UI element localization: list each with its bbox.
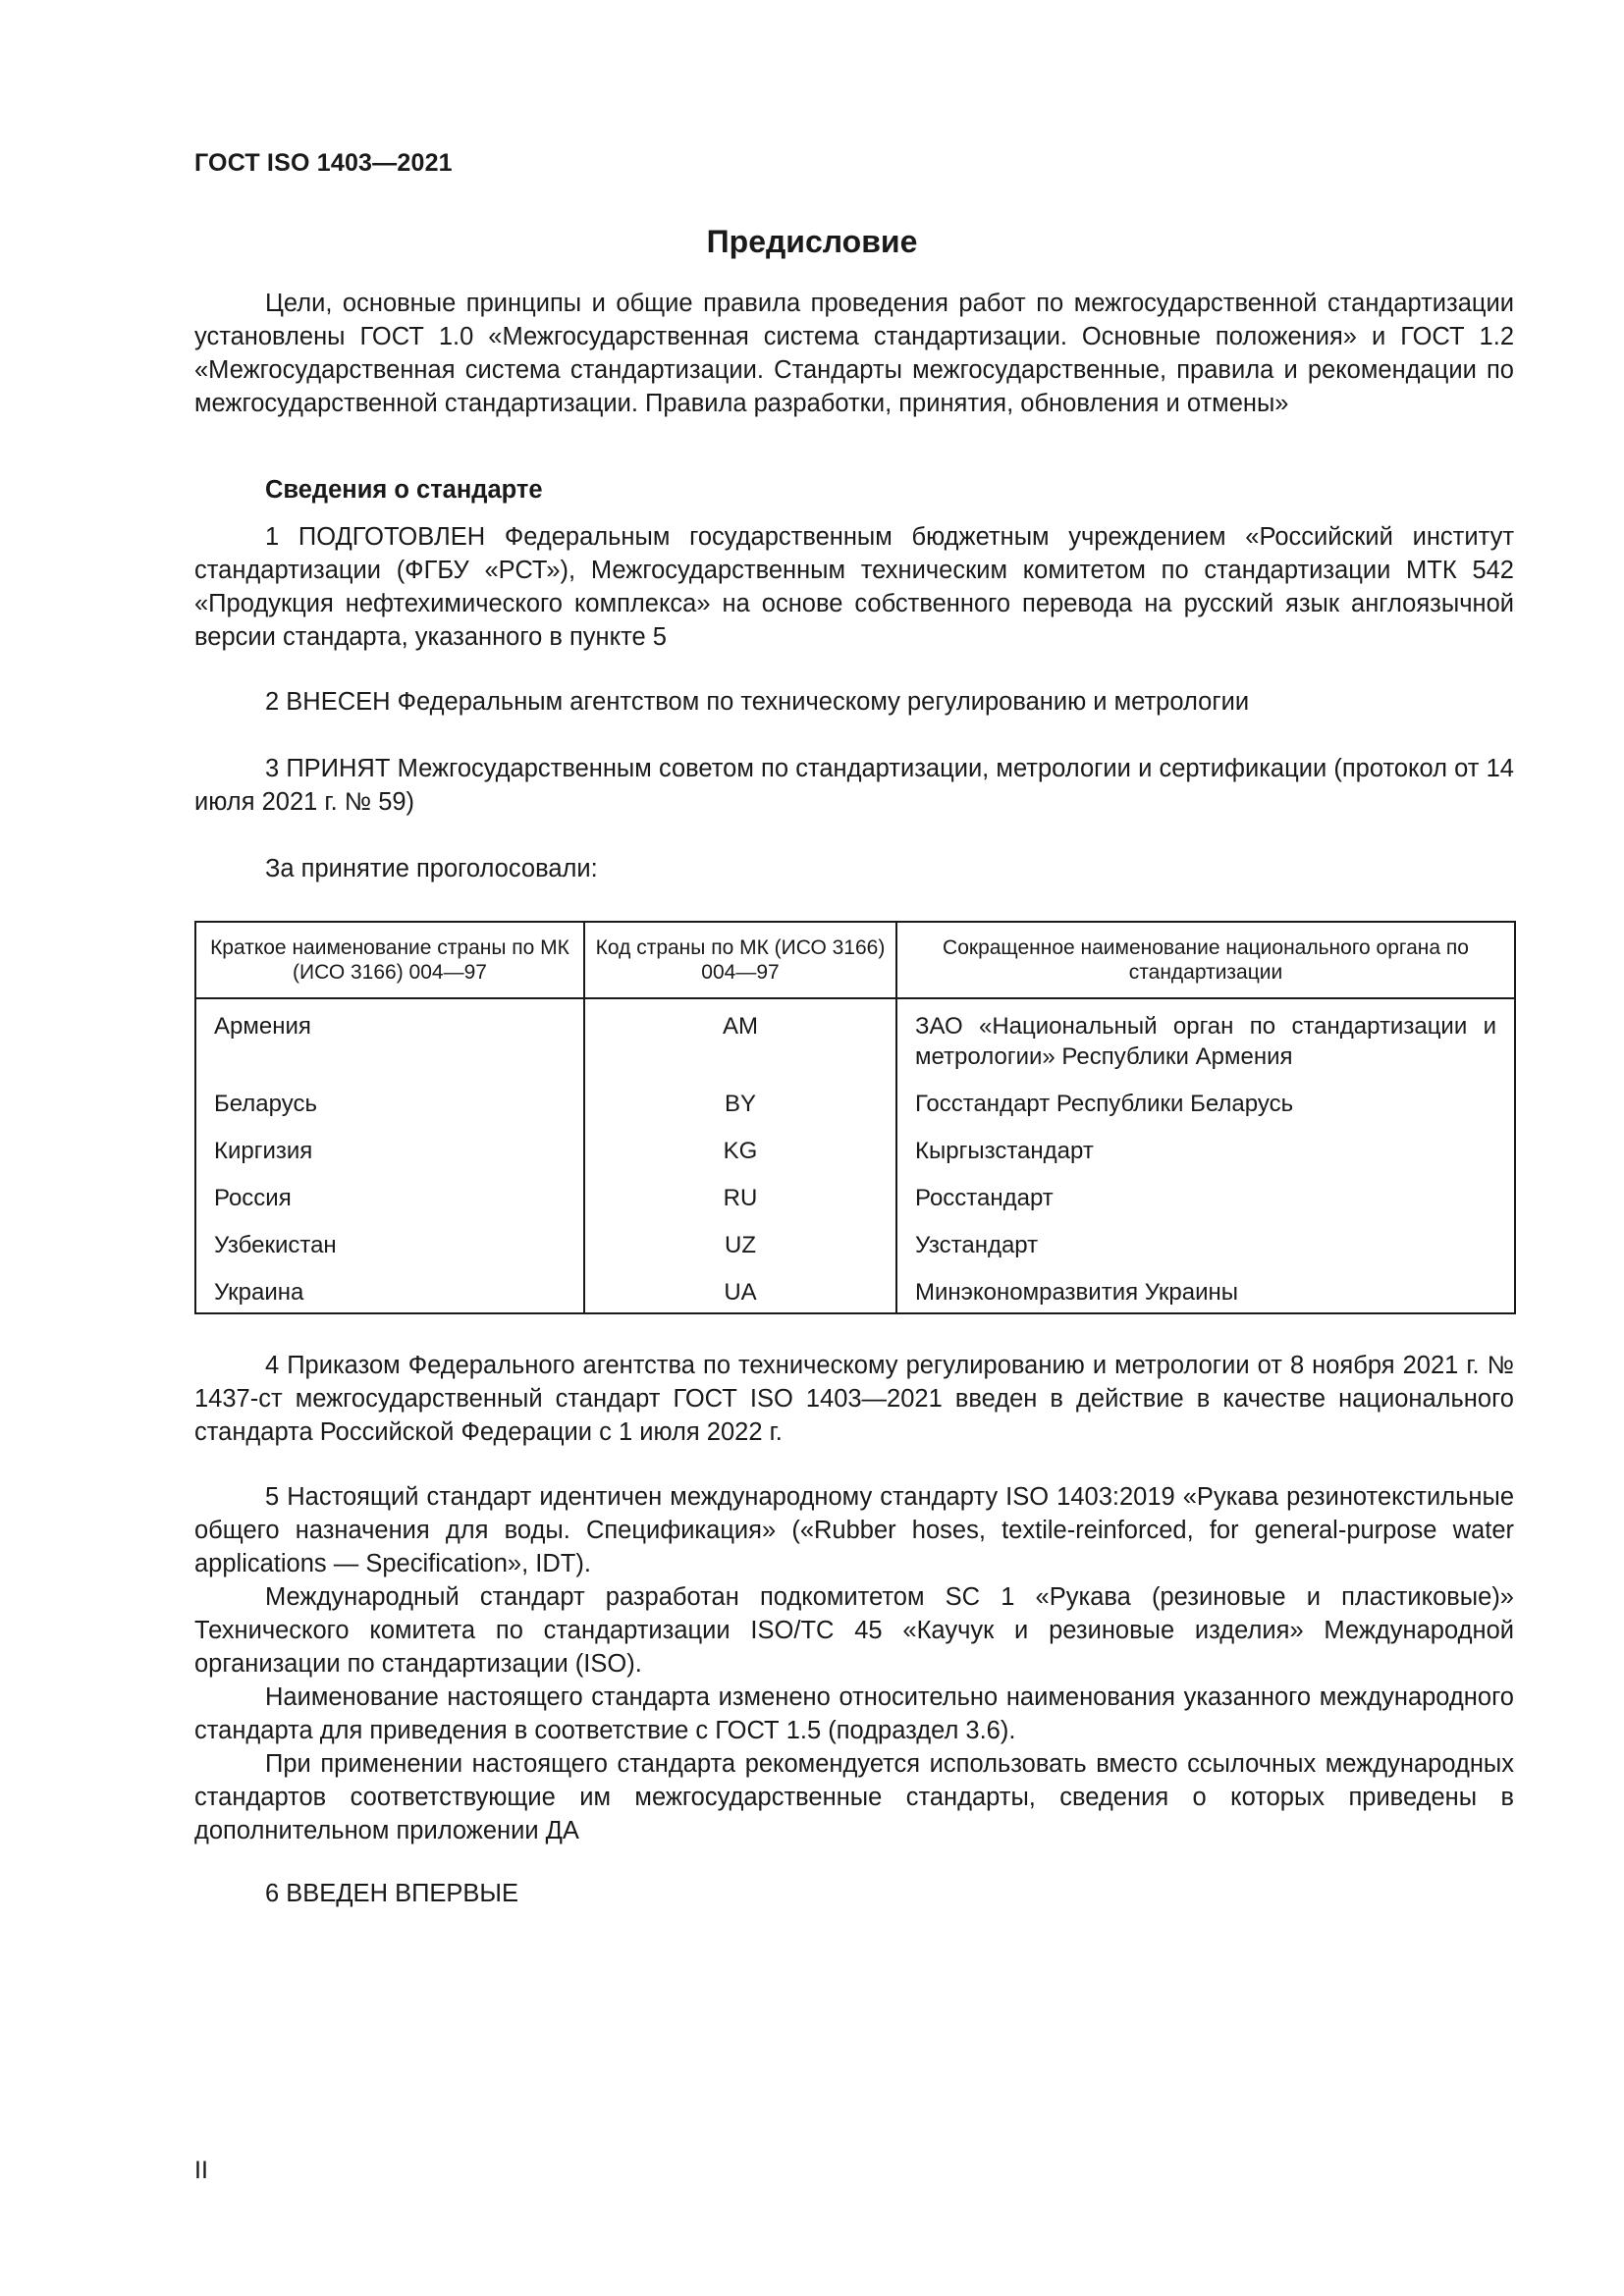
voted-label: За принятие проголосовали: (265, 855, 598, 882)
item-2: 2 ВНЕСЕН Федеральным агентством по техническому регулированию и метрологии (265, 688, 1250, 716)
table-header-code: Код страны по МК (ИСО 3166) 004—97 (584, 922, 896, 998)
intro-paragraph: Цели, основные принципы и общие правила проведения работ по межгосударственной стандартизации установлены ГОСТ 1.0 «Межгосударственная система стандартизации. Основные положения» и ГОСТ 1.2 «Межгосударственная система стандартизации. Стандарты межгосударственные, правила и рекомендации по межгосударственной стандартизации. Правила разработки, принятия, обновления и отмены» (194, 290, 1514, 417)
item-3-block (194, 752, 1514, 819)
table-row (195, 998, 1515, 1078)
table-header-body: Сокращенное наименование национального органа по стандартизации (896, 922, 1515, 998)
table-header-row (195, 922, 1515, 998)
item-5-paragraph-a: 5 Настоящий стандарт идентичен международному стандарту ISO 1403:2019 «Рукава резинотекстильные общего назначения для воды. Спецификация» («Rubber hoses, textile-reinforced, for general-purpose water applications — Specification», IDT). (194, 1483, 1514, 1577)
item-3: 3 ПРИНЯТ Межгосударственным советом по стандартизации, метрологии и сертификации (протокол от 14 июля 2021 г. № 59) (194, 755, 1514, 816)
cell-code: UZ (584, 1219, 896, 1266)
item-6: 6 ВВЕДЕН ВПЕРВЫЕ (265, 1880, 519, 1907)
cell-country: Беларусь (195, 1078, 584, 1125)
item-5-paragraph-c: Наименование настоящего стандарта изменено относительно наименования указанного международного стандарта для приведения в соответствие с ГОСТ 1.5 (подраздел 3.6). (194, 1683, 1514, 1744)
item-5-paragraph-b: Международный стандарт разработан подкомитетом SC 1 «Рукава (резиновые и пластиковые)» Технического комитета по стандартизации ISO/TC 45 «Каучук и резиновые изделия» Международной организации по стандартизации (ISO). (194, 1583, 1514, 1678)
table-row (195, 1078, 1515, 1125)
table-row (195, 1172, 1515, 1219)
cell-code: UA (584, 1266, 896, 1313)
cell-body: Узстандарт (896, 1219, 1515, 1266)
cell-code: AM (584, 998, 896, 1078)
cell-body: ЗАО «Национальный орган по стандартизации и метрологии» Республики Армения (896, 998, 1515, 1078)
intro-block (194, 287, 1514, 420)
voting-table (194, 921, 1516, 1314)
page-title: Предисловие (706, 224, 918, 259)
cell-country: Киргизия (195, 1125, 584, 1172)
cell-code: BY (584, 1078, 896, 1125)
table-row (195, 1266, 1515, 1313)
table-row (195, 1125, 1515, 1172)
cell-country: Украина (195, 1266, 584, 1313)
cell-code: RU (584, 1172, 896, 1219)
item-5-paragraph-d: При применении настоящего стандарта рекомендуется использовать вместо ссылочных международных стандартов соответствующие им межгосударственные стандарты, сведения о которых приведены в дополнительном приложении ДА (194, 1750, 1514, 1844)
table-header-country: Краткое наименование страны по МК (ИСО 3166) 004—97 (195, 922, 584, 998)
cell-body: Росстандарт (896, 1172, 1515, 1219)
cell-country: Армения (195, 998, 584, 1078)
item-6-block (194, 1877, 1514, 1910)
cell-country: Россия (195, 1172, 584, 1219)
cell-country: Узбекистан (195, 1219, 584, 1266)
item-4-block (194, 1349, 1514, 1449)
cell-body: Кыргызстандарт (896, 1125, 1515, 1172)
table-row (195, 1219, 1515, 1266)
section-heading: Сведения о стандарте (265, 476, 543, 504)
item-1: 1 ПОДГОТОВЛЕН Федеральным государственным бюджетным учреждением «Российский институт стандартизации (ФГБУ «РСТ»), Межгосударственным техническим комитетом по стандартизации МТК 542 «Продукция нефтехимического комплекса» на основе собственного перевода на русский язык англоязычной версии стандарта, указанного в пункте 5 (194, 523, 1514, 651)
item-2-block (194, 685, 1514, 719)
item-4: 4 Приказом Федерального агентства по техническому регулированию и метрологии от 8 ноября 2021 г. № 1437-ст межгосударственный стандарт ГОСТ ISO 1403—2021 введен в действие в качестве национального стандарта Российской Федерации с 1 июля 2022 г. (194, 1352, 1514, 1446)
cell-body: Госстандарт Республики Беларусь (896, 1078, 1515, 1125)
item-5-block (194, 1480, 1514, 1847)
document-code: ГОСТ ISO 1403—2021 (194, 149, 453, 177)
section-heading-block (194, 473, 1514, 507)
cell-code: KG (584, 1125, 896, 1172)
page-number: II (194, 2157, 208, 2184)
item-1-block (194, 520, 1514, 654)
voted-block (194, 852, 1514, 885)
cell-body: Минэкономразвития Украины (896, 1266, 1515, 1313)
